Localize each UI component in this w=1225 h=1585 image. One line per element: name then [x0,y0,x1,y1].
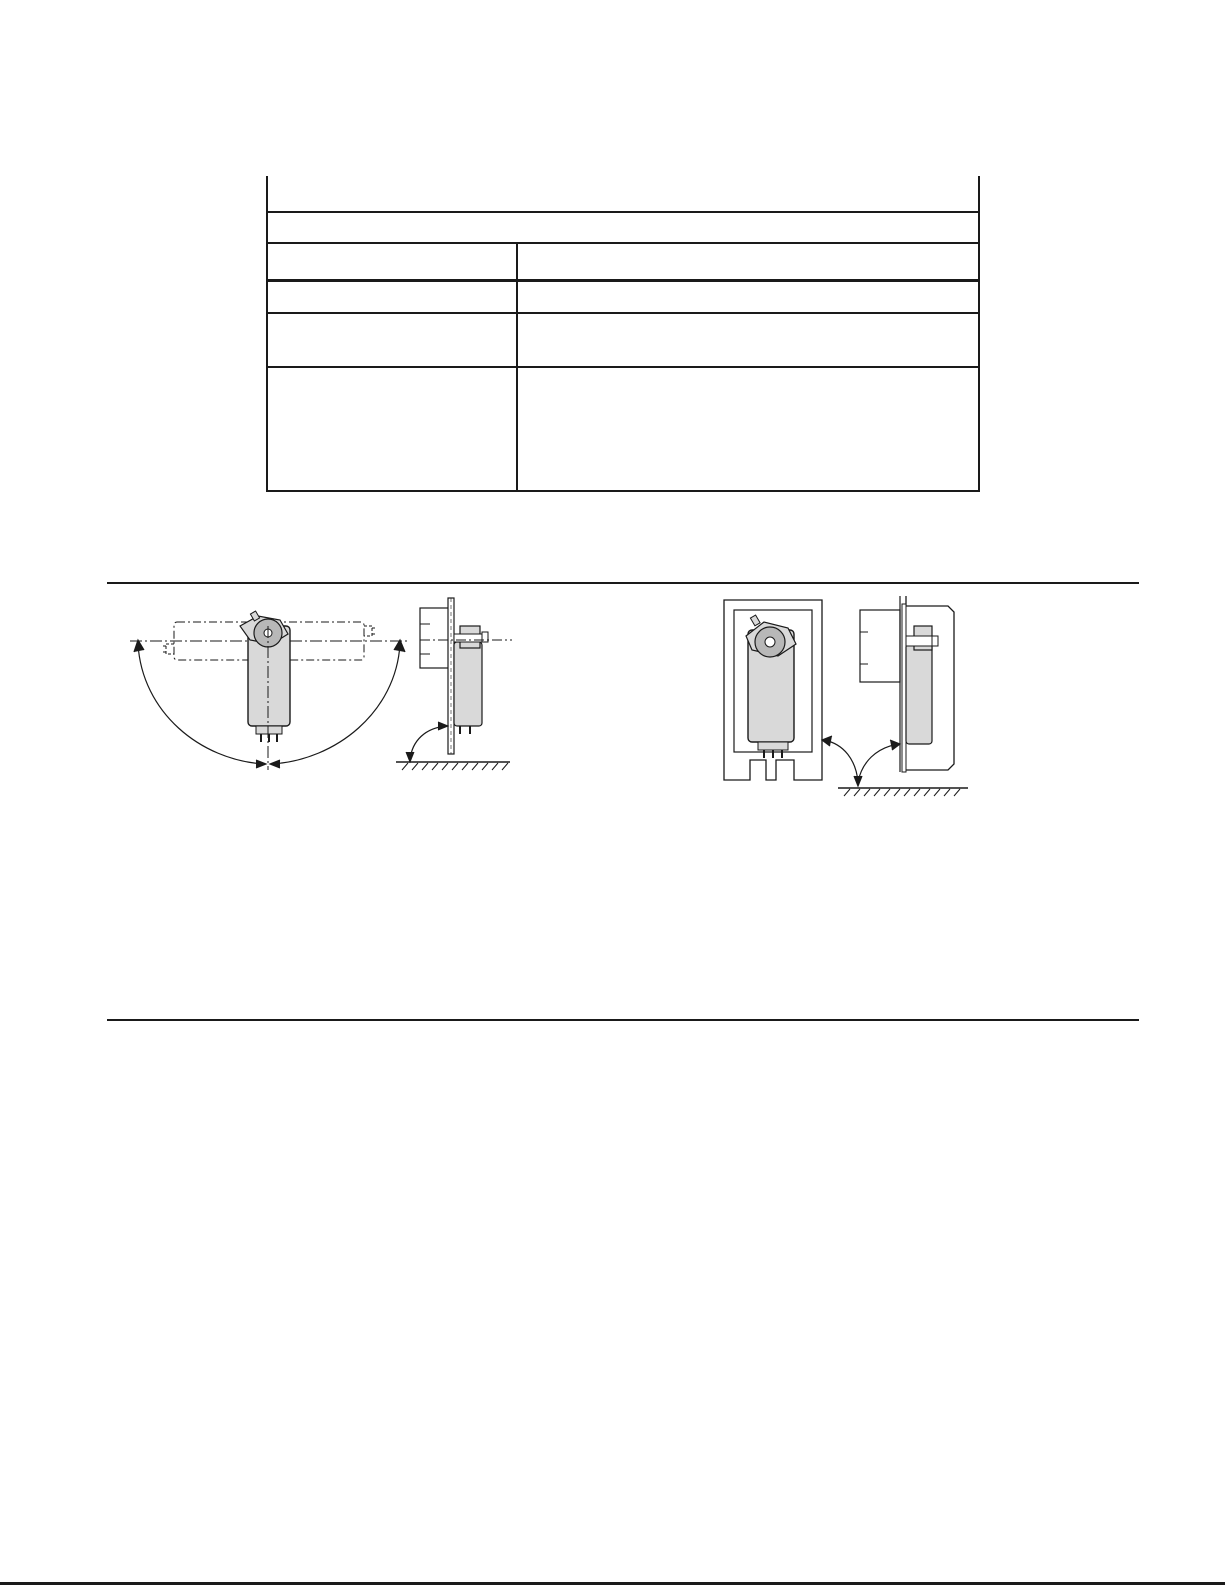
table-frame-right [978,176,980,492]
actuator-side-icon [860,596,954,772]
spec-table [266,176,980,492]
table-rule-title [266,211,980,213]
table-frame-bottom [266,490,980,492]
table-rule-row-2 [266,366,980,368]
ground-hatch-icon [838,788,968,796]
table-rule-header [266,279,980,282]
table-rule-row-1 [266,312,980,314]
actuator-side-icon [420,598,512,754]
angle-arrow-icon [822,736,900,786]
actuator-front-icon [746,615,796,758]
table-frame-left [266,176,268,492]
mounting-orientation-figure [120,592,520,782]
section-rule-top [107,582,1139,584]
section-rule-bottom [107,1019,1139,1021]
enclosure-mounting-figure [720,592,980,800]
actuator-front-icon [240,611,290,742]
table-rule-subtitle [266,242,980,244]
